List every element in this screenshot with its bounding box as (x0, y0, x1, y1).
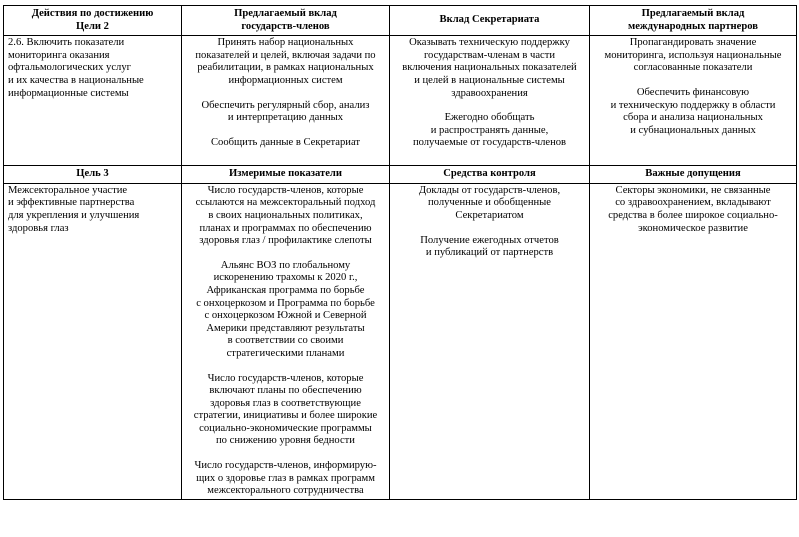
means-of-verification-cell (390, 183, 590, 499)
indicator-4: Число государств-членов, информирую- щих о здоровье глаз в рамках программ межсекторального сотрудничества (194, 460, 377, 497)
header-row-goal-3 (4, 166, 797, 184)
header-member-states-contribution: Предлагаемый вклад государств-членов (182, 6, 390, 36)
header-means-of-verification: Средства контроля (390, 166, 590, 184)
header-secretariat-contribution: Вклад Секретариата (390, 6, 590, 36)
header-row-goal-2 (4, 6, 797, 36)
secretariat-action-1: Оказывать техническую поддержку государствам-членам в части включения национальных показателей и целей в национальные системы здравоохранения (402, 37, 577, 99)
member-states-action-2: Обеспечить регулярный сбор, анализ и интерпретацию данных (201, 99, 370, 124)
header-actions-goal-2: Действия по достижению Цели 2 (4, 6, 182, 36)
member-states-action-1: Принять набор национальных показателей и целей, включая задачи по реабилитации, в рамках национальных информационных систем (195, 37, 376, 86)
assumptions-cell (590, 183, 797, 499)
header-assumptions: Важные допущения (590, 166, 797, 184)
goal-3-text: Межсекторальное участие и эффективные партнерства для укрепления и улучшения здоровья глаз (4, 183, 182, 499)
partners-action-2: Обеспечить финансовую и техническую поддержку в области сбора и анализа национальных и субнациональных данных (610, 86, 776, 136)
partners-action-1: Пропагандировать значение мониторинга, используя национальные согласованные показатели (604, 37, 782, 74)
indicators-cell (182, 183, 390, 499)
member-states-action-3: Сообщить данные в Секретариат (210, 136, 361, 148)
table-row-goal-3 (4, 183, 797, 499)
indicator-2: Альянс ВОЗ по глобальному искоренению трахомы к 2020 г., Африканская программа по борьбе с онхоцеркозом и Программа по борьбе с онхоцеркозом Южной и Северной Америки представляют результаты в соответствии со своими стратегическими планами (196, 259, 375, 359)
header-goal-3: Цель 3 (4, 166, 182, 184)
member-states-actions-cell (182, 36, 390, 166)
goals-table (3, 5, 797, 500)
secretariat-action-2: Ежегодно обобщать и распространять данные, получаемые от государств-членов (412, 112, 567, 149)
secretariat-actions-cell (390, 36, 590, 166)
header-indicators: Измеримые показатели (182, 166, 390, 184)
indicator-1: Число государств-членов, которые ссылаются на межсекторальный подход в своих национальных политиках, планах и программах по обеспечению здоровья глаз / профилактике слепоты (195, 184, 376, 247)
indicator-3: Число государств-членов, которые включают планы по обеспечению здоровья глаз в соответствующие стратегии, инициативы и более широкие социально-экономические программы по снижению уровня бедности (193, 372, 378, 447)
verification-2: Получение ежегодных отчетов и публикаций от партнерств (420, 234, 559, 259)
assumption-1: Секторы экономики, не связанные со здравоохранением, вкладывают средства в более широкое социально- экономическое развитие (608, 184, 778, 234)
action-2-6-text: 2.6. Включить показатели мониторинга оказания офтальмологических услуг и их качества в национальные информационные системы (4, 36, 182, 166)
header-partners-contribution: Предлагаемый вклад международных партнеров (590, 6, 797, 36)
verification-1: Доклады от государств-членов, полученные и обобщенные Секретариатом (418, 184, 561, 221)
partners-actions-cell (590, 36, 797, 166)
table-row-action-2-6 (4, 36, 797, 166)
